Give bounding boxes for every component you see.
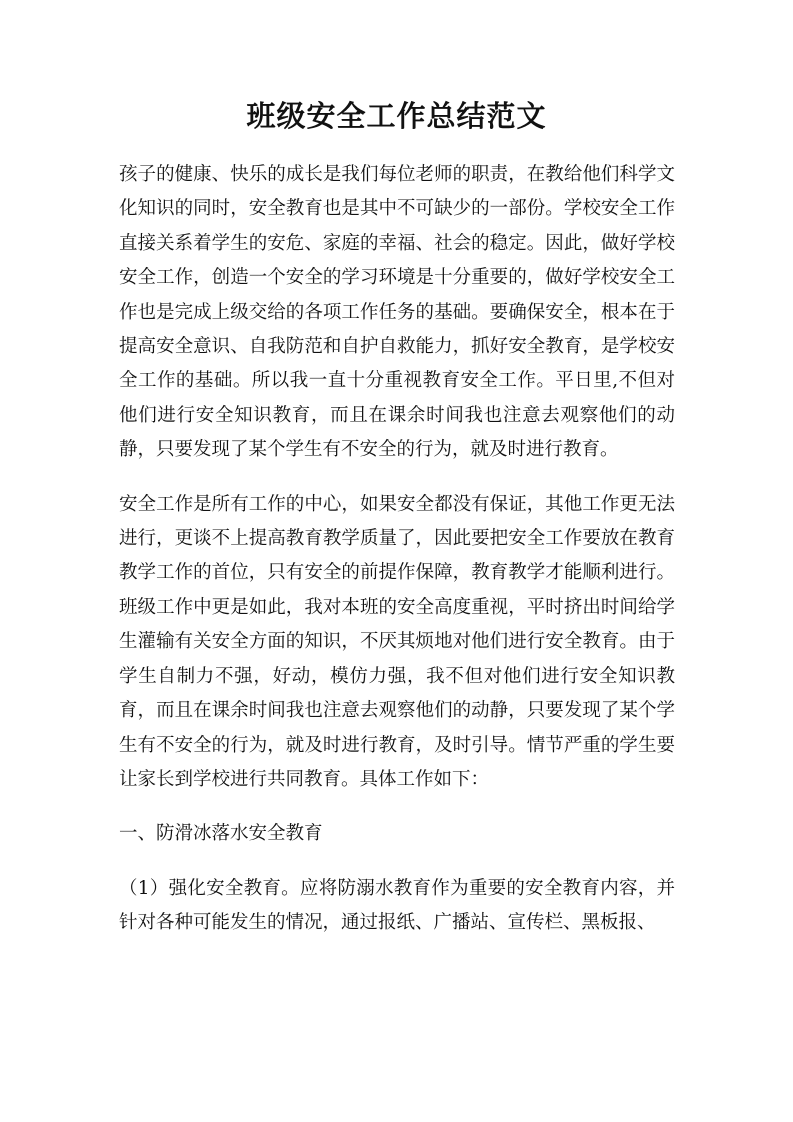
paragraph-intro: 孩子的健康、快乐的成长是我们每位老师的职责，在教给他们科学文化知识的同时，安全教育也是其中不可缺少的一部份。学校安全工作直接关系着学生的安危、家庭的幸福、社会的稳定。因此，做好学校安全工作，创造一个安全的学习环境是十分重要的，做好学校安全工作也是完成上级交给的各项工作任务的基础。要确保安全，根本在于提高安全意识、自我防范和自护自救能力，抓好安全教育，是学校安全工作的基础。所以我一直十分重视教育安全工作。平日里,不但对他们进行安全知识教育，而且在课余时间我也注意去观察他们的动静，只要发现了某个学生有不安全的行为，就及时进行教育。 bbox=[119, 164, 675, 461]
paragraph-safety-priority: 安全工作是所有工作的中心，如果安全都没有保证，其他工作更无法进行，更谈不上提高教育教学质量了，因此要把安全工作要放在教育教学工作的首位，只有安全的前提作保障，教育教学才能顺利进行。班级工作中更是如此，我对本班的安全高度重视，平时挤出时间给学生灌输有关安全方面的知识，不厌其烦地对他们进行安全教育。由于学生自制力不强，好动，模仿力强，我不但对他们进行安全知识教育，而且在课余时间我也注意去观察他们的动静，只要发现了某个学生有不安全的行为，就及时进行教育，及时引导。情节严重的学生要让家长到学校进行共同教育。具体工作如下： bbox=[119, 493, 675, 790]
document-body bbox=[119, 158, 675, 961]
section-paragraph: （1）强化安全教育。应将防溺水教育作为重要的安全教育内容，并针对各种可能发生的情况，通过报纸、广播站、宣传栏、黑板报、 bbox=[119, 877, 675, 934]
document-title: 班级安全工作总结范文 bbox=[246, 99, 547, 133]
section-heading: 一、防滑冰落水安全教育 bbox=[119, 823, 323, 845]
